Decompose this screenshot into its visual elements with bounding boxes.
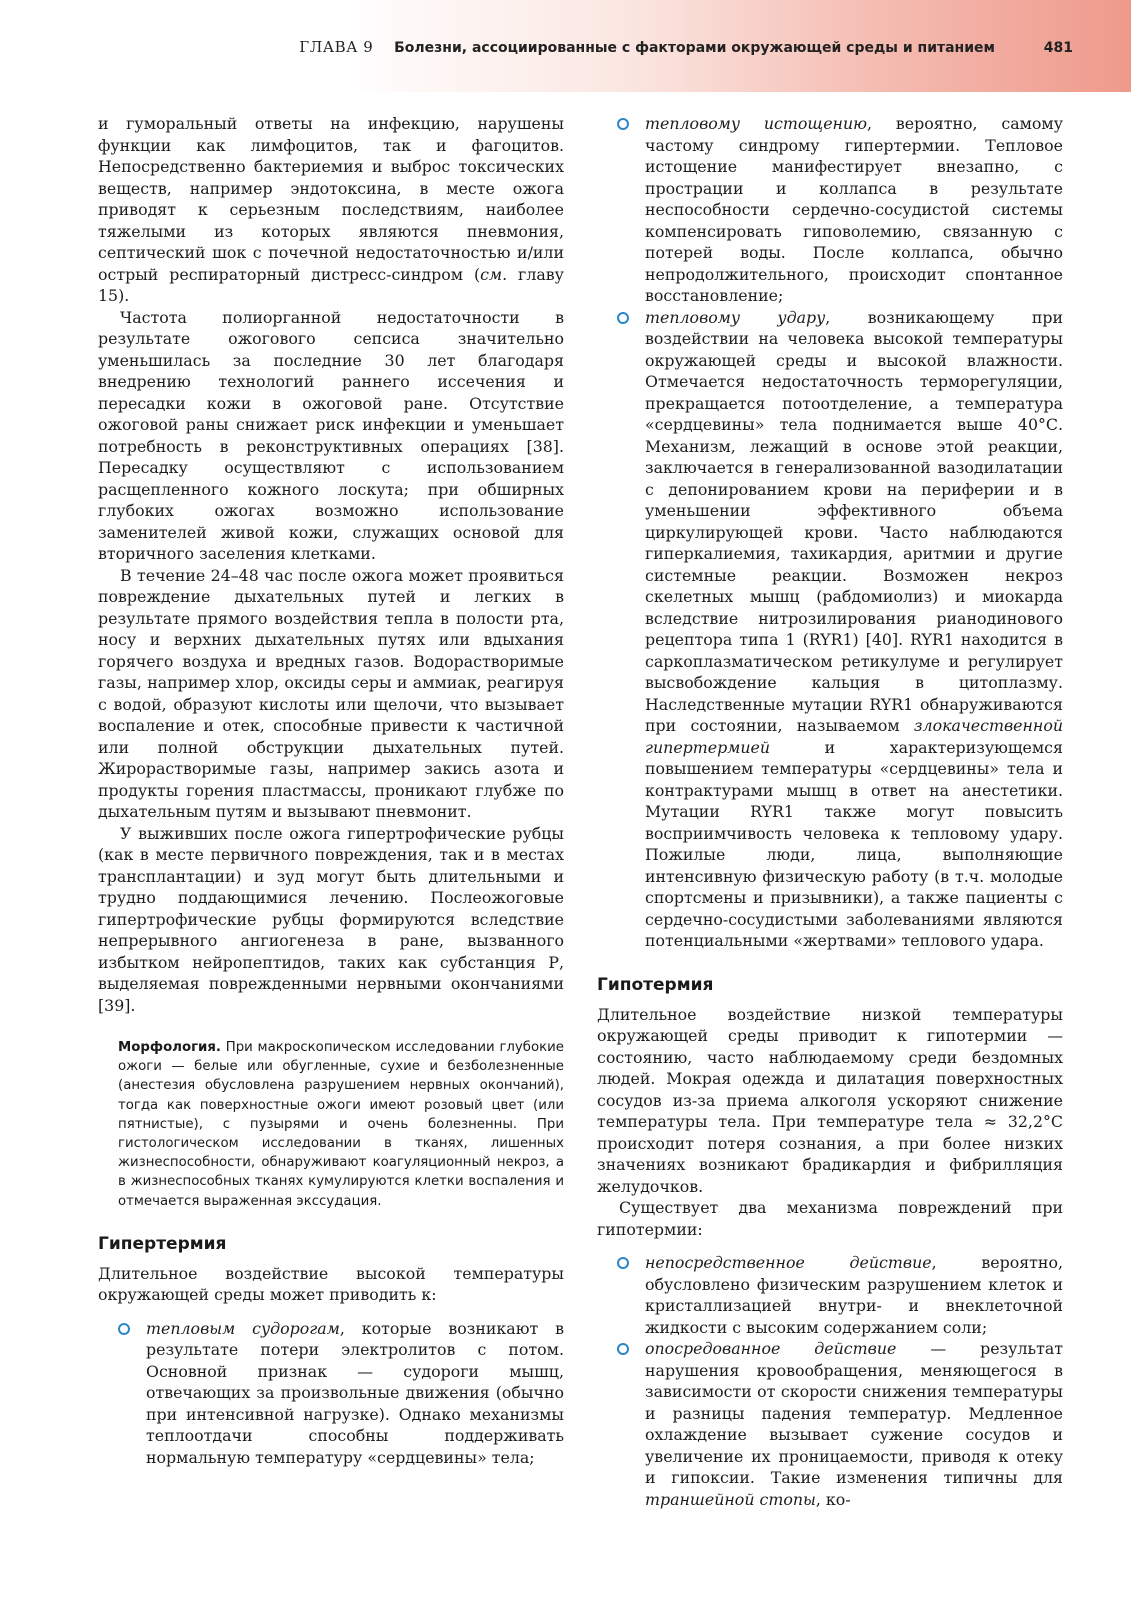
text: и характеризующемся повышением температуры «сердцевины» тела и контрактурами мышц в ответ на анестетики. Мутации RYR1 также могут повысить восприимчивость человека к тепловому удару. Пожилые люди, лица, выполняющие интенсивную физическую работу (в т.ч. молодые спортсмены и призывники), а также пациенты с сердечно-сосудистыми заболеваниями являются потенциальными «жертвами» теплового удара. [645, 737, 1063, 950]
list-item [98, 1318, 564, 1469]
term-italic: траншейной стопы [645, 1489, 816, 1509]
text: , вероятно, обусловлено физическим разрушением клеток и кристаллизацией внутри- и внеклеточной жидкости с высоким содержанием соли; [645, 1253, 1063, 1337]
paragraph: Частота полиорганной недостаточности в результате ожогового сепсиса значительно уменьшилась за последние 30 лет благодаря внедрению технологий раннего иссечения и пересадки кожи в ожоговой ране. Отсутствие ожоговой раны снижает риск инфекции и уменьшает потребность в реконструктивных операциях [38]. Пересадку осуществляют с использованием расщепленного кожного лоскута; при обширных глубоких ожогах возможно использование заменителей живой кожи, служащих основой для вторичного заселения клетками. [98, 307, 564, 563]
paragraph [98, 113, 564, 307]
running-head [299, 38, 1073, 56]
term-italic: злокачественной гипертермией [645, 716, 1063, 757]
page-number: 481 [1043, 40, 1073, 56]
paragraph: Длительное воздействие высокой температуры окружающей среды может приводить к: [98, 1263, 564, 1305]
bullet-list [597, 113, 1063, 952]
right-column [597, 113, 1063, 1510]
chapter-title: Болезни, ассоциированные с факторами окружающей среды и питанием [394, 40, 995, 56]
paragraph: В течение 24–48 час после ожога может проявиться повреждение дыхательных путей и легких в результате прямого воздействия тепла в полости рта, носу и верхних дыхательных путях или вдыхания горячего воздуха и вредных газов. Водорастворимые газы, например хлор, оксиды серы и аммиак, реагируя с водой, образуют кислоты или щелочи, что вызывает воспаление и отек, способные привести к частичной или полной обструкции дыхательных путей. Жирорастворимые газы, например закись азота и продукты горения пластмассы, проникают глубже по дыхательным путям и вызывают пневмонит. [98, 565, 564, 821]
term-italic: опосредованное действие [645, 1339, 897, 1358]
bullet-list [597, 1252, 1063, 1510]
text: , которые возникают в результате потери электролитов с потом. Основной признак — судороги мышц, отвечающих за произвольные движения (обычно при интенсивной нагрузке). Однако механизмы теплоотдачи способны поддерживать нормальную температуру «сердцевины» тела; [146, 1318, 565, 1467]
left-column [98, 113, 564, 1468]
term-italic: тепловым судорогам [146, 1318, 340, 1338]
paragraph: Существует два механизма повреждений при гипотермии: [597, 1198, 1063, 1239]
section-heading-hypothermia: Гипотермия [597, 974, 714, 995]
bullet-icon [118, 1323, 130, 1335]
paragraph: Длительное воздействие низкой температуры окружающей среды приводит к гипотермии — состоянию, часто наблюдаемому среди бездомных людей. Мокрая одежда и дилатация поверхностных сосудов из-за приема алкоголя ускоряют снижение температуры тела. При температуре тела ≈ 32,2°С происходит потеря сознания, а при более низких значениях возникают брадикардия и фибрилляция желудочков. [597, 1004, 1063, 1196]
text: — результат нарушения кровообращения, меняющегося в зависимости от скорости снижения температуры и разницы падения температур. Медленное охлаждение вызывает сужение сосудов и увеличение их проницаемости, приводя к отеку и гипоксии. Такие изменения типичны для [645, 1339, 1063, 1487]
bullet-icon [617, 118, 629, 130]
list-item [597, 1252, 1063, 1338]
list-item [597, 1338, 1063, 1510]
text: , возникающему при воздействии на человека высокой температуры окружающей среды и высокой влажности. Отмечается недостаточность терморегуляции, прекращается потоотделение, а температура «сердцевины» тела поднимается выше 40°С. Механизм, лежащий в основе этой реакции, заключается в генерализованной вазодилатации с депонированием крови на периферии и в уменьшении эффективного объема циркулирующей крови. Часто наблюдаются гиперкалиемия, тахикардия, аритмии и другие системные реакции. Возможен некроз скелетных мышц (рабдомиолиз) и миокарда вследствие нитрозилирования рианодинового рецептора типа 1 (RYR1) [40]. RYR1 находится в саркоплазматическом ретикулуме и регулирует высвобождение кальция в цитоплазму. Наследственные мутации RYR1 обнаруживаются при состоянии, называемом [645, 307, 1063, 735]
section-heading-hyperthermia: Гипертермия [98, 1233, 227, 1254]
text: , ко- [815, 1489, 851, 1509]
text: главу 15). [98, 264, 564, 305]
list-item [597, 307, 1063, 952]
bullet-list [98, 1318, 564, 1469]
bullet-icon [617, 1257, 629, 1269]
term-italic: тепловому истощению [645, 114, 868, 133]
morphology-box [118, 1038, 564, 1211]
paragraph: У выживших после ожога гипертрофические рубцы (как в месте первичного повреждения, так и в местах трансплантации) и зуд могут быть длительными и трудно поддающимися лечению. Послеожоговые гипертрофические рубцы формируются вследствие непрерывного ангиогенеза в ране, вызванного избытком нейропептидов, таких как субстанция Р, выделяемая поврежденными нервными окончаниями [39]. [98, 823, 564, 1015]
text-italic: см. [480, 264, 508, 284]
page-header [0, 0, 1131, 92]
term-italic: тепловому удару [645, 307, 826, 327]
morphology-label: Морфология. [118, 1040, 221, 1055]
text: и гуморальный ответы на инфекцию, нарушены функции как лимфоцитов, так и фагоцитов. Непосредственно бактериемия и выброс токсических веществ, например эндотоксина, в месте ожога приводят к серьезным последствиям, наиболее тяжелыми из которых являются пневмония, септический шок с почечной недостаточностью и/или острый респираторный дистресс-синдром ( [98, 114, 564, 284]
text: , вероятно, самому частому синдрому гипертермии. Тепловое истощение манифестирует внезапно, с прострации и коллапса в результате неспособности сердечно-сосудистой системы компенсировать гиповолемию, связанную с потерей воды. После коллапса, обычно непродолжительного, происходит спонтанное восстановление; [645, 114, 1063, 305]
morphology-text: При макроскопическом исследовании глубокие ожоги — белые или обугленные, сухие и безболезненные (анестезия обусловлена разрушением нервных окончаний), тогда как поверхностные ожоги имеют розовый цвет (или пятнистые), с пузырями и очень болезненны. При гистологическом исследовании в тканях, лишенных жизнеспособности, обнаруживают коагуляционный некроз, а в жизнеспособных тканях кумулируются клетки воспаления и отмечается выраженная экссудация. [118, 1040, 564, 1209]
bullet-icon [617, 1343, 629, 1355]
term-italic: непосредственное действие [645, 1253, 932, 1272]
list-item [597, 113, 1063, 307]
chapter-label: ГЛАВА 9 [299, 38, 374, 56]
bullet-icon [617, 312, 629, 324]
